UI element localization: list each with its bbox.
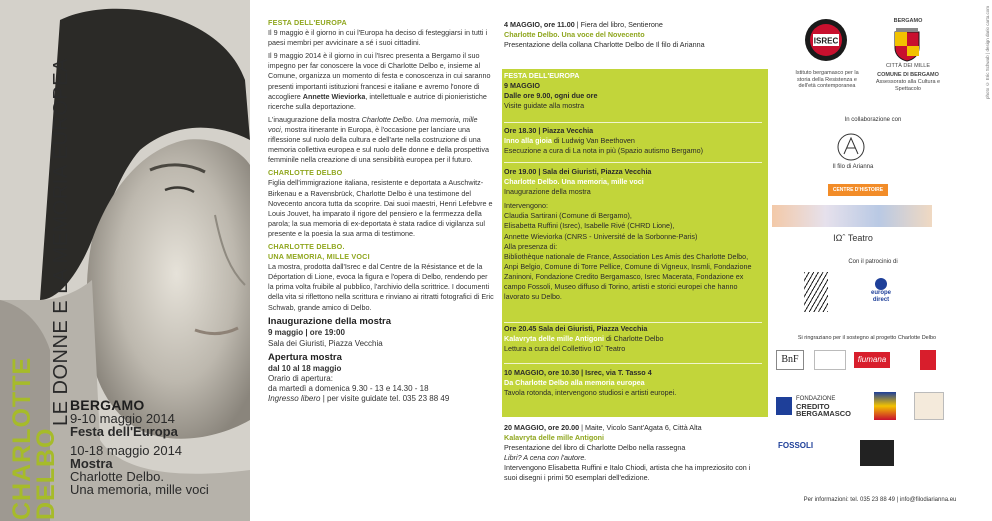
fiumana-logo: fiumana <box>854 352 890 368</box>
heading-charlotte: CHARLOTTE DELBO <box>268 168 343 178</box>
filo-caption: Il filo di Arianna <box>832 164 874 170</box>
heading-festa: FESTA DELL'EUROPA <box>268 18 347 27</box>
patrocinio-logo-1 <box>804 272 828 312</box>
separator <box>504 363 762 364</box>
kalavryta-head: Ore 20.45 Sala dei Giuristi, Piazza Vecchia <box>504 324 648 333</box>
mostra-label: Mostra <box>70 456 113 471</box>
event-20-maggio: 20 MAGGIO, ore 20.00 | Maite, Vicolo Sant'Agata 6, Città Alta Kalavryta delle mille Antigoni Presentazione del libro di Charlotte Delbo nella rassegna Libri? A cena con l'autore. Intervengono Elisabetta Ruffini e Italo Chiodi, artista che ha impreziosito con i suoi disegni i primi 50 esemplari dell'edizione. <box>504 423 762 484</box>
centre-logo: CENTRE D'HISTOIRE <box>828 184 888 196</box>
vertical-title <box>4 8 72 520</box>
event-inno: Ore 18.30 | Piazza Vecchia Inno alla gioia di Ludwig Van Beethoven Esecuzione a cura di La nota in più (Spazio autismo Bergamo) <box>504 126 762 156</box>
patrocinio-label: Con il patrocinio di <box>848 259 898 265</box>
info-contacts: Per informazioni: tel. 035 23 88 49 | info@filodiarianna.eu <box>803 497 957 503</box>
paragraph-charlotte: Figlia dell'immigrazione italiana, resistente e deportata a Auschwitz-Birkenau e a Ravensbrück, Charlotte Delbo è una testimone del Novecento ancora tutta da scoprire. Dai suoi maestri, Henri Lefebvre e Louis Jouvet, ha imparato il rigore del pensiero e la ferrmezza della parola; la sua memoria di ex-deportata è stata radice di vigilanza sul presente e la poesia la sua arma di testimone. <box>268 178 493 238</box>
tavola-desc: Tavola rotonda, intervengono studiosi e artisti europei. <box>504 388 677 398</box>
intro-column <box>268 18 494 404</box>
ringraziamo-label: Si ringraziano per il sostegno al progetto Charlotte Delbo <box>797 335 937 341</box>
apertura-title: Apertura mostra <box>268 351 342 363</box>
bnf-logo: BnF <box>776 350 804 370</box>
heading-mostra-2: UNA MEMORIA, MILLE VOCI <box>268 252 370 262</box>
inaug-place: Sala dei Giuristi, Piazza Vecchia <box>268 338 383 348</box>
tavola-title: Da Charlotte Delbo alla memoria europea <box>504 378 645 388</box>
comune-top: BERGAMO <box>893 18 923 24</box>
isrec-logo <box>804 16 848 66</box>
svg-text:ISREC: ISREC <box>813 36 839 46</box>
dates-mostra: 10-18 maggio 2014 <box>70 443 183 458</box>
comune-crest-icon <box>892 28 922 62</box>
event-inaugurazione: Ore 19.00 | Sala dei Giuristi, Piazza Vecchia Charlotte Delbo. Una memoria, mille voci Inaugurazione della mostra Intervengono: Claudia Sartirani (Comune di Bergamo), Elisabetta Ruffini (Isrec), Isabelle Rivé (CHRD Lione), Annette Wieviorka (CNRS - Université de la Sorbonne-Paris) Alla presenza di: Bibliothèque nationale de France, Association Les Amis des Charlotte Delbo, Anpi Belgio, Comune di Torre Pellice, Comune di Vigneux, Insmli, Fondazione Zaninoni, Fondazione Credito Bergamasco, Isrec Macerata, Fondazione ex campo Fossoli, Museo diffuso di Torino, artisti e storici europei che hanno lavorato su Delbo. <box>504 167 762 302</box>
inno-desc: Esecuzione a cura di La nota in più (Spazio autismo Bergamo) <box>504 146 703 156</box>
sponsor-logo-hotel <box>914 392 944 420</box>
separator <box>504 162 762 163</box>
cover-info <box>70 399 250 496</box>
isrec-caption: Istituto bergamasco per la storia della Resistenza e dell'età contemporanea <box>795 70 859 89</box>
cover-panel <box>0 0 250 521</box>
title-memoria: LE DONNE E LA MEMORIA EUROPEA <box>50 58 72 426</box>
event-4-title: Charlotte Delbo. Una voce del Novecento <box>504 30 645 40</box>
box-header <box>504 71 762 111</box>
orario-days: da martedì a domenica 9.30 - 13 e 14.30 - 18 <box>268 383 429 393</box>
europe-direct-logo: europe direct <box>863 278 899 306</box>
teatro-banner <box>772 205 932 227</box>
separator <box>504 322 762 323</box>
inaugurazione-head: Ore 19.00 | Sala dei Giuristi, Piazza Vecchia <box>504 167 652 176</box>
photo-credit: photo © Eric Schwab | design dario carta.com <box>985 6 990 99</box>
inno-title: Inno alla gioia <box>504 136 552 146</box>
kalavryta-title: Kalavryta delle mille Antigoni <box>504 334 604 344</box>
paragraph-festa-2: Il 9 maggio 2014 è il giorno in cui l'Isrec presenta a Bergamo il suo impegno per far conoscere la voce di Charlotte Delbo e, insieme al Comune, organizza un momento di festa e conoscenza in cui saranno presenti importanti istituzioni francesi e italiane e avremo l'onore di accogliere Annette Wieviorka, intellettuale e autrice di pionieristiche ricerche sulla deportazione. <box>268 51 491 111</box>
box-line-2: Visite guidate alla mostra <box>504 101 585 111</box>
fondazione-logo: FONDAZIONE CREDITO BERGAMASCO <box>776 395 856 419</box>
paragraph-festa-1: Il 9 maggio è il giorno in cui l'Europa ha deciso di festeggiarsi in tutti i paesi membri per avvicinare a sé i suoi cittadini. <box>268 28 488 48</box>
partners-column <box>768 0 992 521</box>
paragraph-festa-3: L'inaugurazione della mostra Charlotte Delbo. Una memoria, mille voci, mostra itinerante in Europa, è l'occasione per lanciare una riflessione sul ruolo della cultura e dell'arte nella costruzione di una memoria collettiva europea e sul ruolo delle donne e della prospettiva femminile nella creazione di una sensibilità europea per il futuro. <box>268 114 489 165</box>
mostra-sub-1: Charlotte Delbo. <box>70 469 164 484</box>
inno-head: Ore 18.30 | Piazza Vecchia <box>504 126 594 135</box>
ingresso: Ingresso libero | per visite guidate tel. 035 23 88 49 <box>268 393 450 403</box>
gp-logo <box>920 350 936 370</box>
apertura-dates: dal 10 al 18 maggio <box>268 363 342 373</box>
event-10-maggio <box>504 368 762 398</box>
event-4-desc: Presentazione della collana Charlotte Delbo de Il filo di Arianna <box>504 40 705 50</box>
fossoli-logo: FOSSOLI <box>778 441 814 450</box>
box-title: FESTA DELL'EUROPA <box>504 71 580 80</box>
tavola-head: 10 MAGGIO, ore 10.30 | Isrec, via T. Tasso 4 <box>504 368 652 377</box>
event-kalavryta: Ore 20.45 Sala dei Giuristi, Piazza Vecchia Kalavryta delle mille Antigoni di Charlotte Delbo Lettura a cura del Collettivo IΩˆ Teatro <box>504 324 762 354</box>
amis-logo <box>814 350 846 370</box>
orario-label: Orario di apertura: <box>268 373 333 383</box>
filo-arianna-logo <box>836 132 866 162</box>
comune-caption-2: Assessorato alla Cultura e Spettacolo <box>875 79 941 92</box>
festa-label: Festa dell'Europa <box>70 424 178 439</box>
inaug-date: 9 maggio | ore 19:00 <box>268 327 345 337</box>
city: BERGAMO <box>70 397 145 413</box>
mostra-sub-2: Una memoria, mille voci <box>70 482 209 497</box>
inaug-title: Inaugurazione della mostra <box>268 315 391 327</box>
comune-caption-1: COMUNE DI BERGAMO <box>877 72 939 78</box>
heading-mostra-1: CHARLOTTE DELBO. <box>268 241 345 251</box>
dates-festa: 9-10 maggio 2014 <box>70 411 175 426</box>
inaugurazione-title: Charlotte Delbo. Una memoria, mille voci <box>504 177 644 187</box>
event-4-maggio: 4 MAGGIO, ore 11.00 | Fiera del libro, Sentierone Charlotte Delbo. Una voce del Novecento Presentazione della collana Charlotte Delbo de Il filo di Arianna <box>504 20 762 50</box>
sponsor-logo-black <box>860 440 894 466</box>
box-date: 9 MAGGIO <box>504 81 540 91</box>
title-delbo: DELBO <box>32 427 60 520</box>
comune-bottom: CITTÀ DEI MILLE <box>885 63 930 69</box>
teatro-caption: IΩˆ Teatro <box>833 233 873 243</box>
paragraph-mostra: La mostra, prodotta dall'Isrec e dal Centre de la Résistance et de la Déportation di Lione, evoca la figura e l'opera di Delbo, rendendo per la prima volta fruibile al pubblico, l'archivio della scrittrice. I documenti della vita si riflettono nella scrittura e rinviano ai ritratti fotografici di Eric Schwab, grande amico di Delbo. <box>268 262 494 312</box>
box-line-1: Dalle ore 9.00, ogni due ore <box>504 91 598 101</box>
maite-title: Kalavryta delle mille Antigoni <box>504 433 604 443</box>
separator <box>504 122 762 123</box>
collab-label: In collaborazione con <box>844 117 902 123</box>
sponsor-logo-shield <box>874 392 896 420</box>
kalavryta-desc: Lettura a cura del Collettivo IΩˆ Teatro <box>504 344 626 354</box>
title-charlotte: CHARLOTTE <box>8 356 36 520</box>
